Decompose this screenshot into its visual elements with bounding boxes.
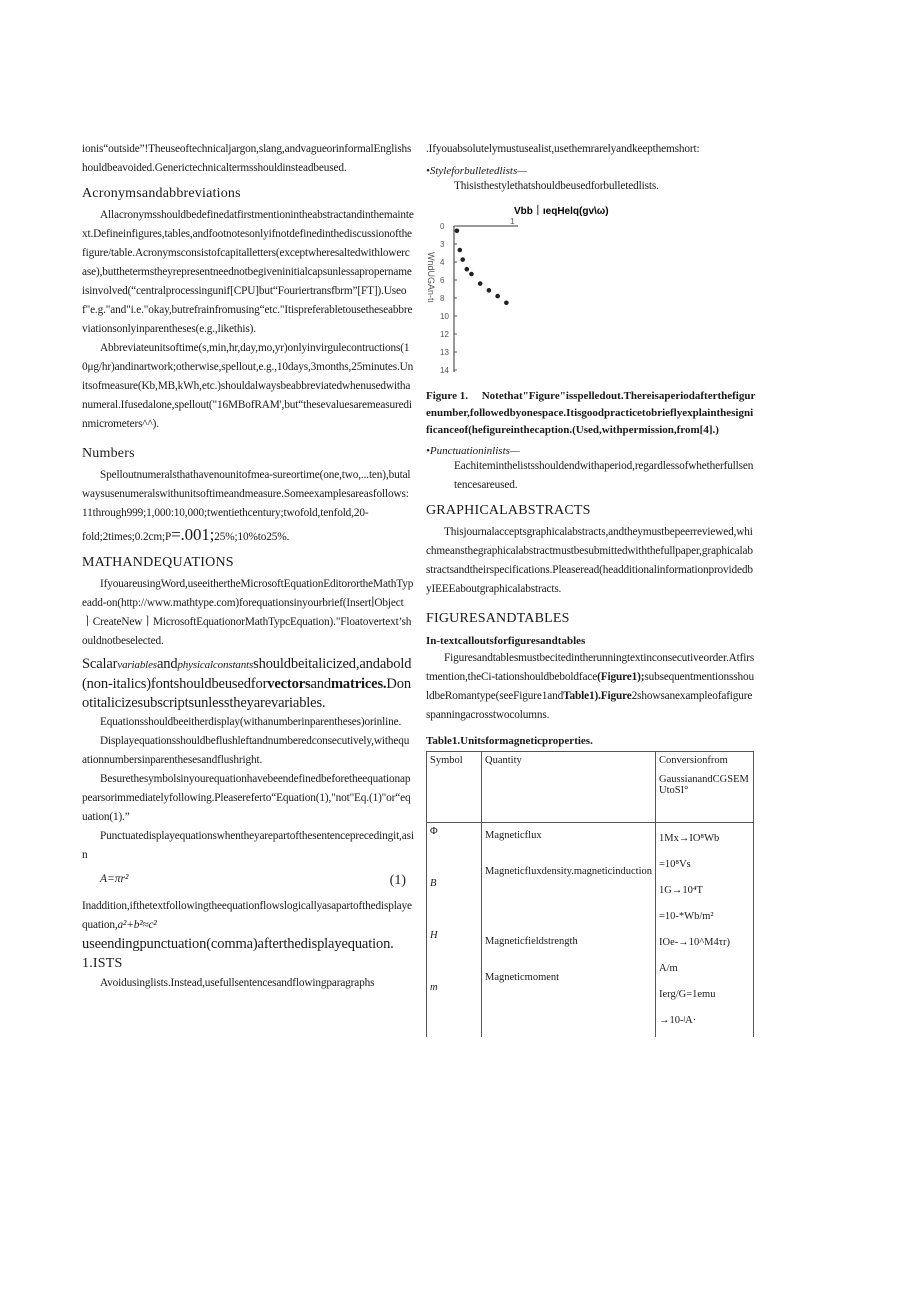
math-paragraph-6	[82, 897, 414, 935]
data-point	[458, 248, 463, 253]
numbers-paragraph: Spelloutnumeralsthathavenounitofmea-sureortime(one,two,...ten),butalwaysusenumeralswithunitsoftimeandmeasure.Someexamplesareasfollows:11through999;1,000:10,000;twentiethcentury;twofold,tenfold,20-	[82, 469, 411, 519]
scalar-c: and	[156, 656, 178, 672]
figure-caption-label: Figure 1.	[426, 390, 468, 402]
acronyms-paragraph-1: Allacronymsshouldbedefinedatfirstmentionintheabstractandinthemaintext.Defineinfigures,tables,andfootnotesonlyifnotdefinedinthediscussionofthefigure/table.Acronymsconsistofcapitalletters(exceptwheresaltedwithlowercase),butthetermstheyrepresentneednotbegiveninitialcapsunlessapropernameisinvolved(“centralprocessingunif[CPU]but“Fouriertransfbrm”[FT]).Useof"e.g."and"i.e."okay,butrefrainfromusing“etc."Itispreferabletousetheseabbreviationsonlyinparentheses(e.g.,likethis).	[82, 209, 414, 335]
math-paragraph-3: Displayequationsshouldbeflushleftandnumberedconsecutively,withequationnumbersinparenthesesandflushright.	[82, 735, 410, 766]
figures-heading: FIGURESANDTABLES	[426, 611, 570, 626]
lists-heading: 1.ISTS	[82, 956, 123, 971]
y-tick-label: 12	[440, 330, 449, 339]
math-6-eq: a²+b²≈c²	[117, 919, 157, 931]
left-column	[82, 140, 414, 993]
y-ticks	[440, 217, 515, 375]
numbers-tail-b: =.001;	[171, 525, 215, 544]
header-quantity: Quantity	[482, 752, 656, 823]
fig-b: (Figure1);	[597, 671, 645, 683]
conv-3a: Ierg/G=1emu	[659, 989, 716, 1000]
right-column	[426, 140, 756, 1037]
data-point	[455, 229, 460, 234]
units-table	[426, 751, 754, 1037]
y-tick-label: 0	[440, 222, 445, 231]
qty-3: Magneticmoment	[485, 972, 560, 983]
x-tick-label: 1	[510, 217, 515, 226]
lists-intro: .Ifyouabsolutelymustusealist,usethemrarelyandkeepthemshort:	[426, 143, 700, 155]
symbol-cell	[427, 823, 482, 1038]
conv-0b: =10⁸Vs	[659, 859, 691, 870]
scalar-b: variables	[117, 659, 157, 671]
data-point	[504, 301, 509, 306]
math-heading: MATHANDEQUATIONS	[82, 555, 234, 570]
acronyms-paragraph-2: Abbreviateunitsoftime(s,min,hr,day,mo,yr)onlyinvirgulecontructions(10μg/hr)andinartwork;otherwise,spellout,e.g.,10days,3months,25minutes.Unitsofmeasure(Kb,MB,kWh,etc.)shouldalwaysbeabbreviatedwhenusedwithanumeral.Ifusedalone,spellout("16MBofRAM',but“thesevaluesaremeasuredinmicrometers^^).	[82, 342, 414, 430]
numbers-tail-c: 25%;10%to25%.	[214, 531, 290, 543]
numbers-heading: Numbers	[82, 446, 135, 461]
acronyms-heading: Acronymsandabbreviations	[82, 186, 241, 201]
conv-2a: IOe-→10^M4τr)	[659, 937, 730, 948]
sym-2: H	[430, 930, 438, 941]
quantity-cell	[482, 823, 656, 1038]
scalar-d: physicalconstants	[177, 659, 254, 671]
qty-1: Magneticfluxdensity.magneticinduction	[485, 866, 652, 877]
numbers-paragraph-tail	[82, 525, 414, 547]
figure-caption-text: Notethat"Figure"isspelledout.Thereisaperiodafterthefigurenumber,followedbyonespace.Itisgoodpracticetobrieflyexplainthesignificanceof(hefigureinthecaption.(Used,withpermission,from[4].)	[426, 390, 756, 436]
figure-1-chart	[426, 202, 756, 382]
data-point	[465, 267, 470, 272]
scalar-h: matrices.	[331, 676, 387, 692]
figure-1	[426, 202, 756, 382]
math-paragraph-2: Equationsshouldbeeitherdisplay(withanumberinparentheses)orinline.	[100, 716, 402, 728]
y-tick-label: 13	[440, 348, 449, 357]
fig-a: Figuresandtablesmustbecitedintherunningtextinconsecutiveorder.Atfirstmention,theCi-tationshouldbeboldface	[426, 652, 755, 683]
lists-paragraph: Avoidusinglists.Instead,usefullsentencesandflowingparagraphs	[100, 977, 375, 989]
table-header-row	[427, 752, 754, 823]
intro-paragraph: ionis“outside”!Theuseoftechnicaljargon,slang,andvagueorinformalEnglishshouldbeavoided.Generictechnicaltermsshouldinsteadbeused.	[82, 143, 412, 174]
data-point	[460, 257, 465, 262]
conversion-cell	[656, 823, 754, 1038]
y-tick-label: 6	[440, 276, 445, 285]
qty-2: Magneticfieldstrength	[485, 936, 578, 947]
data-point	[469, 272, 474, 277]
sym-0: Φ	[430, 826, 438, 837]
math-paragraph-1: IfyouareusingWord,useeithertheMicrosoftEquationEditorortheMathTypeadd-on(http://www.mathtype.com)forequationsinyourbrief(Insert∣ObjectㅣCreateNewㅣMicrosoftEquationorMathTypcEquation)."Floatovertext’shouldnotbeselected.	[82, 578, 414, 647]
equation-number: (1)	[389, 873, 406, 888]
conv-2b: A/m	[659, 963, 678, 974]
fig-e: 2showsanexampleofafigurespanningacrosstwocolumns.	[426, 690, 753, 721]
scalar-f: vectors	[267, 676, 311, 692]
qty-0: Magneticflux	[485, 830, 542, 841]
callouts-heading: In-textcalloutsforfiguresandtables	[426, 635, 586, 647]
figures-paragraph	[426, 649, 756, 725]
equation-text: A=πr²	[100, 873, 129, 885]
figure-1-caption	[426, 388, 756, 439]
punctuation-title: •Punctuationinlists—	[426, 445, 520, 457]
math-paragraph-7: useendingpunctuation(comma)afterthedisplayequation.	[82, 936, 394, 952]
sym-1: B	[430, 878, 437, 889]
scalar-a: Scalar	[82, 656, 118, 672]
math-paragraph-4: Besurethesymbolsinyourequationhavebeendefinedbeforetheequationappearsorimmediatelyfollowing.Pleasereferto“Equation(1),"not"Eq.(1)"or“equation(1).”	[82, 773, 411, 823]
y-tick-label: 3	[440, 240, 445, 249]
sym-3: m	[430, 982, 438, 993]
math-6-text: Inaddition,ifthetextfollowingtheequationflowslogicallyasapartofthedisplayequation,	[82, 900, 412, 931]
conv-0a: 1Mx→IO⁸Wb	[659, 833, 720, 844]
fig-c: subsequentmentionsshouldbeRomantype(seeFigure1and	[426, 671, 754, 702]
fig-d: Table1).Figure	[563, 690, 632, 702]
y-tick-label: 4	[440, 258, 445, 267]
data-point	[487, 288, 492, 293]
graphical-paragraph: Thisjournalacceptsgraphicalabstracts,andtheymustbepeerreviewed,whichmeansthegraphicalabstractmustbesubmittedwiththefullpaper,graphicalabstractsandtheirspecifications.Pleaseread(headditionalinformationprovidedbyIEEEaboutgraphicalabstracts.	[426, 526, 753, 595]
bullet-style-title: •Styleforbulletedlists—	[426, 165, 528, 177]
math-paragraph-5: Punctuatedisplayequationswhentheyarepartofthesentenceprecedingit,asin	[82, 830, 414, 861]
data-point	[478, 281, 483, 286]
graphical-heading: GRAPHICALABSTRACTS	[426, 503, 591, 518]
scalar-paragraph	[82, 655, 414, 713]
header-symbol: Symbol	[427, 752, 482, 823]
conv-3b: →10-ʲA·	[659, 1015, 697, 1026]
bullet-style-body: Thisisthestylethatshouldbeusedforbulletedlists.	[454, 180, 659, 192]
conv-1b: =10-*Wb/m²	[659, 911, 714, 922]
data-point	[495, 294, 500, 299]
conv-1a: 1G→10⁴T	[659, 885, 703, 896]
chart-title: Vbb｜ıeqHelq(gv\ω)	[514, 206, 609, 217]
y-tick-label: 14	[440, 366, 449, 375]
data-points	[455, 229, 509, 306]
y-tick-label: 10	[440, 312, 449, 321]
table-row	[427, 823, 754, 1038]
header-conversion-2: GaussianandCGSEMUtoSI°	[659, 774, 749, 796]
header-conversion	[656, 752, 754, 823]
scalar-i: Donotitalicizesubscriptsunlesstheyarevariables.	[82, 676, 411, 711]
numbers-tail-a: fold;2times;0.2cm;P	[82, 531, 172, 543]
y-tick-label: 8	[440, 294, 445, 303]
punctuation-body: Eachiteminthelistsshouldendwithaperiod,regardlessofwhetherfullsentencesareused.	[454, 460, 754, 491]
scalar-g: and	[310, 676, 331, 692]
chart-ylabel: WndUGAn-tı	[426, 252, 436, 304]
table-caption: Table1.Unitsformagneticproperties.	[426, 735, 593, 747]
scalar-e: shouldbeitalicized,andabold(non-italics)fontshouldbeusedfor	[82, 656, 412, 692]
header-conversion-1: Conversionfrom	[659, 755, 728, 766]
display-equation	[82, 873, 414, 889]
